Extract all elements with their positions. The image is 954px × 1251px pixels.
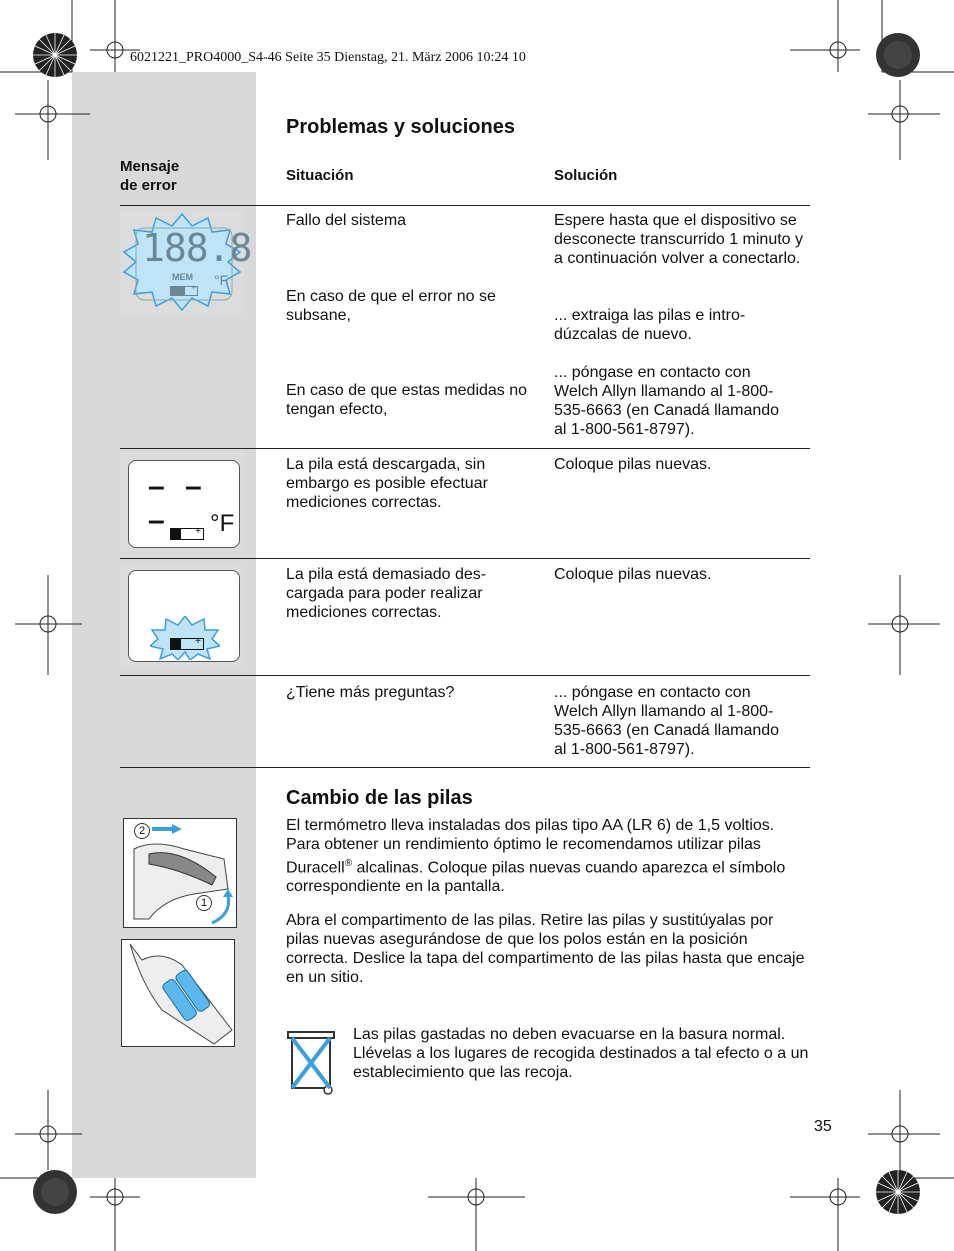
- column-header-situation: Situación: [286, 167, 354, 184]
- solution-text: Coloque pilas nuevas.: [554, 566, 712, 583]
- section-title-troubleshooting: Problemas y soluciones: [286, 116, 515, 138]
- situation-text: Fallo del sistema: [286, 212, 407, 229]
- lcd-dashes: – – –: [148, 470, 208, 537]
- crosshair-mark: [868, 1090, 940, 1170]
- table-rule: [120, 767, 810, 768]
- column-header-error: Mensaje de error: [120, 158, 180, 194]
- crosshair-mark: [15, 575, 82, 675]
- battery-insert-illustration: [121, 939, 235, 1047]
- solution-text: Coloque pilas nuevas.: [554, 456, 712, 473]
- print-header: 6021221_PRO4000_S4-46 Seite 35 Dienstag, 21. März 2006 10:24 10: [130, 50, 526, 65]
- section-title-battery-change: Cambio de las pilas: [286, 787, 473, 809]
- lcd-dead-battery-icon: [120, 566, 244, 666]
- solution-text: Espere hasta que el dispositivo se desconecte transcurrido 1 minuto y a continuación volver a conectarlo.: [554, 212, 804, 267]
- starburst-mark: [876, 33, 920, 77]
- unit-label: °F: [214, 272, 229, 288]
- disposal-notice: Las pilas gastadas no deben evacuarse en la basura normal. Llévelas a los lugares de recogida destinados a tal efecto o a un establecimiento que las recoja.: [353, 1026, 809, 1081]
- crosshair-mark: [428, 1178, 525, 1251]
- column-header-solution: Solución: [554, 167, 618, 184]
- crosshair-mark: [868, 80, 940, 160]
- starburst-mark: [33, 33, 77, 77]
- solution-text: ... póngase en contacto con Welch Allyn llamando al 1-800-535-6663 (en Canadá llamando al 1-800-561-8797).: [554, 364, 780, 438]
- crosshair-mark: [90, 0, 140, 72]
- crosshair-mark: [15, 1090, 82, 1170]
- starburst-mark: [876, 1170, 920, 1214]
- unit-label: °F: [210, 510, 235, 537]
- table-rule: [120, 205, 810, 206]
- battery-cover-illustration: [123, 818, 237, 928]
- situation-text: ¿Tiene más preguntas?: [286, 684, 455, 701]
- table-rule: [120, 448, 810, 449]
- mem-label: MEM: [172, 272, 193, 282]
- step-label: 1: [196, 895, 212, 911]
- battery-icon: +: [170, 638, 204, 650]
- crosshair-mark: [790, 1178, 860, 1251]
- solution-text: ... extraiga las pilas e intro-dúzcalas de nuevo.: [554, 307, 746, 343]
- situation-text: La pila está descargada, sin embargo es posible efectuar mediciones correctas.: [286, 456, 488, 511]
- solution-text: ... póngase en contacto con Welch Allyn llamando al 1-800-535-6663 (en Canadá llamando al 1-800-561-8797).: [554, 684, 780, 758]
- battery-paragraph-2: Abra el compartimento de las pilas. Retire las pilas y sustitúyalas por pilas nuevas asegurándose de que los polos están en la posición correcta. Deslice la tapa del compartimento de las pilas hasta que encaje en un sitio.: [286, 912, 805, 986]
- lcd-low-battery-icon: [120, 452, 244, 552]
- situation-text: La pila está demasiado des-cargada para poder realizar mediciones correctas.: [286, 566, 487, 621]
- table-rule: [120, 675, 810, 676]
- starburst-mark: [33, 1170, 77, 1214]
- lcd-digits: 188.8: [142, 226, 252, 270]
- lcd-error-icon: [120, 210, 252, 314]
- table-rule: [120, 558, 810, 559]
- step-label: 2: [134, 823, 150, 839]
- crosshair-mark: [868, 575, 940, 675]
- crosshair-mark: [15, 80, 90, 160]
- crosshair-mark: [90, 1178, 140, 1251]
- situation-text: En caso de que estas medidas no tengan efecto,: [286, 382, 528, 418]
- page-number: 35: [814, 1118, 832, 1135]
- crossed-bin-icon: [286, 1028, 340, 1103]
- situation-text: En caso de que el error no se subsane,: [286, 288, 496, 324]
- battery-icon: +: [170, 528, 204, 540]
- crosshair-mark: [790, 0, 860, 72]
- battery-paragraph-1: El termómetro lleva instaladas dos pilas tipo AA (LR 6) de 1,5 voltios. Para obtener un rendimiento óptimo le recomendamos utilizar pilas Duracell® alcalinas. Coloque pilas nuevas cuando aparezca el símbolo correspondiente en la pantalla.: [286, 817, 786, 896]
- battery-icon: +: [170, 286, 198, 296]
